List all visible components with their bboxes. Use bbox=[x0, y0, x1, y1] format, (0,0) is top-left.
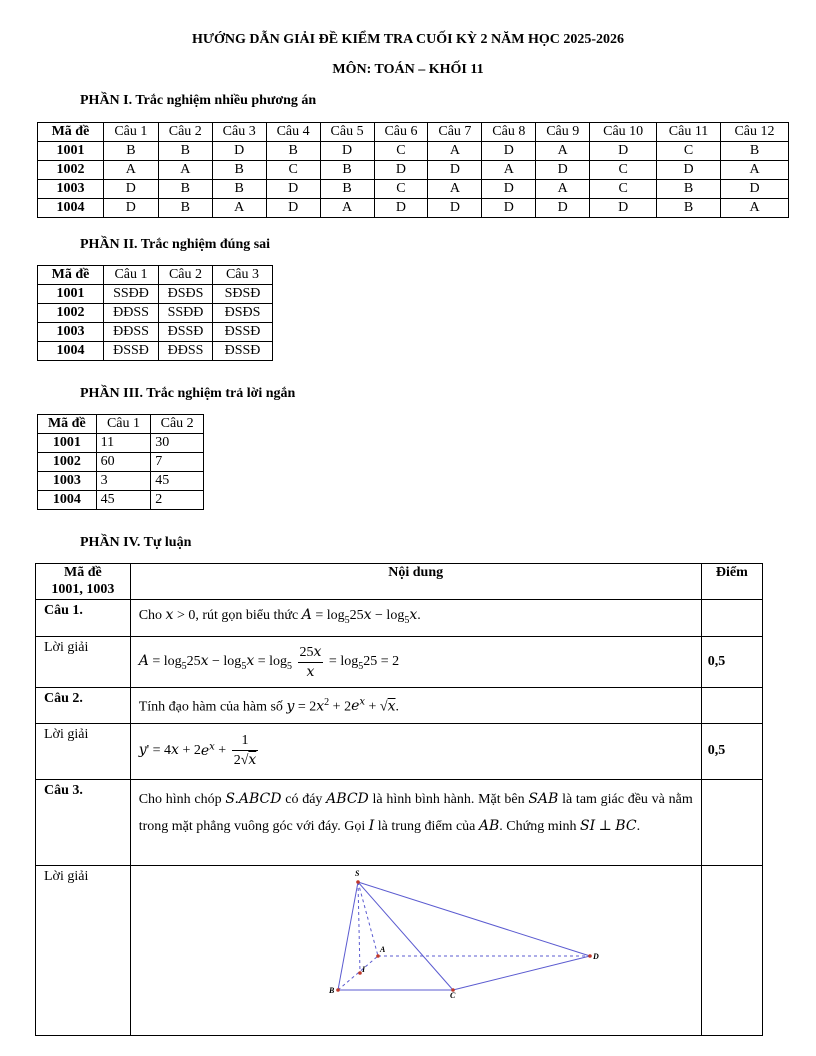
part2-answer-cell: SĐSĐ bbox=[213, 285, 273, 304]
part2-col-header: Câu 1 bbox=[104, 266, 159, 285]
part1-answer-cell: B bbox=[103, 142, 158, 161]
table-row bbox=[38, 285, 273, 304]
document-title: HƯỚNG DẪN GIẢI ĐỀ KIỂM TRA CUỐI KỲ 2 NĂM HỌC 2025-2026 bbox=[191, 32, 625, 47]
part1-answer-cell: B bbox=[158, 180, 212, 199]
part2-answer-cell: ĐSSĐ bbox=[104, 342, 159, 361]
part1-answer-cell: C bbox=[374, 180, 428, 199]
q1-content: Cho x > 0, rút gọn biểu thức $A = \log_525x - \log_5x$. bbox=[130, 600, 701, 637]
part1-exam-code: 1003 bbox=[38, 180, 104, 199]
part1-col-header: Câu 1 bbox=[103, 123, 158, 142]
part1-col-header: Câu 8 bbox=[482, 123, 536, 142]
part1-answer-cell: D bbox=[428, 161, 482, 180]
label-C: C bbox=[449, 990, 456, 1000]
q2-solution: $y' = 4x + 2e^x$ + $\frac{1}{2√x}$ bbox=[130, 723, 701, 779]
part2-answer-cell: ĐSSĐ bbox=[213, 342, 273, 361]
table-row bbox=[38, 142, 789, 161]
part1-col-header: Câu 11 bbox=[657, 123, 721, 142]
part1-answer-cell: A bbox=[721, 161, 789, 180]
q1-solution: $A = \log_525x - \log_5x = \log_5$ $\frac{25x}{x}$ = $\log_525 = 2$ bbox=[130, 636, 701, 687]
part3-answer-cell: 30 bbox=[151, 434, 204, 453]
part1-answer-cell: B bbox=[158, 142, 212, 161]
q3-content: Cho hình chóp S.ABCD có đáy ABCD là hình bình hành. Mặt bên SAB là tam giác đều và nằm trong mặt phẳng vuông góc với đáy. Gọi I là trung điểm của AB. Chứng minh SI ⊥ BC. bbox=[130, 779, 701, 865]
col-score-header: Điểm bbox=[701, 564, 762, 600]
part1-answer-cell: B bbox=[266, 142, 320, 161]
pyramid-figure bbox=[131, 866, 701, 1034]
part1-col-header: Câu 5 bbox=[320, 123, 374, 142]
part1-answer-cell: C bbox=[374, 142, 428, 161]
part3-answer-cell: 45 bbox=[96, 491, 151, 510]
part2-table bbox=[37, 265, 273, 361]
part1-answer-cell: D bbox=[266, 180, 320, 199]
part1-answer-cell: D bbox=[482, 180, 536, 199]
part1-col-header: Câu 9 bbox=[536, 123, 590, 142]
col-code-header: Mã đề 1001, 1003 bbox=[36, 564, 131, 600]
q2-label: Câu 2. bbox=[36, 687, 131, 723]
part1-col-header: Câu 12 bbox=[721, 123, 789, 142]
part1-answer-cell: A bbox=[482, 161, 536, 180]
q2-score-empty bbox=[701, 687, 762, 723]
table-row bbox=[38, 304, 273, 323]
part1-answer-cell: D bbox=[103, 199, 158, 218]
part1-answer-cell: D bbox=[266, 199, 320, 218]
document-subtitle: MÔN: TOÁN – KHỐI 11 bbox=[332, 62, 484, 77]
part1-answer-cell: B bbox=[320, 180, 374, 199]
q2-content: Tính đạo hàm của hàm số $y = 2x^2 + 2e^x + √x$. bbox=[130, 687, 701, 723]
part2-answer-cell: ĐĐSS bbox=[104, 323, 159, 342]
part1-answer-cell: A bbox=[428, 142, 482, 161]
part1-answer-cell: D bbox=[374, 161, 428, 180]
part4-heading: PHẦN IV. Tự luận bbox=[80, 535, 192, 550]
part2-answer-cell: ĐĐSS bbox=[104, 304, 159, 323]
part1-answer-cell: D bbox=[103, 180, 158, 199]
part2-answer-cell: SSĐĐ bbox=[104, 285, 159, 304]
q3-label: Câu 3. bbox=[36, 779, 131, 865]
part1-answer-cell: D bbox=[374, 199, 428, 218]
part1-answer-cell: A bbox=[536, 180, 590, 199]
part1-answer-cell: A bbox=[103, 161, 158, 180]
q3-score-empty bbox=[701, 779, 762, 865]
part1-col-header: Mã đề bbox=[38, 123, 104, 142]
part1-col-header: Câu 10 bbox=[590, 123, 657, 142]
part1-header-row bbox=[38, 123, 789, 142]
part2-answer-cell: ĐSSĐ bbox=[213, 323, 273, 342]
part1-answer-cell: B bbox=[657, 180, 721, 199]
part1-col-header: Câu 4 bbox=[266, 123, 320, 142]
table-row bbox=[38, 161, 789, 180]
part1-answer-cell: B bbox=[721, 142, 789, 161]
part3-answer-cell: 45 bbox=[151, 472, 204, 491]
part2-heading: PHẦN II. Trắc nghiệm đúng sai bbox=[80, 237, 271, 252]
part1-answer-cell: A bbox=[721, 199, 789, 218]
part1-answer-cell: D bbox=[428, 199, 482, 218]
part1-answer-cell: A bbox=[320, 199, 374, 218]
part3-header-row bbox=[38, 415, 204, 434]
part3-exam-code: 1004 bbox=[38, 491, 97, 510]
label-B: B bbox=[328, 985, 335, 995]
part3-answer-cell: 11 bbox=[96, 434, 151, 453]
part1-answer-cell: D bbox=[590, 199, 657, 218]
part2-answer-cell: ĐĐSS bbox=[159, 342, 213, 361]
part1-answer-cell: D bbox=[482, 199, 536, 218]
part1-table bbox=[37, 122, 789, 218]
part3-table bbox=[37, 414, 204, 510]
part1-answer-cell: C bbox=[266, 161, 320, 180]
part2-col-header: Mã đề bbox=[38, 266, 104, 285]
part2-col-header: Câu 3 bbox=[213, 266, 273, 285]
part1-answer-cell: B bbox=[320, 161, 374, 180]
part1-answer-cell: A bbox=[536, 142, 590, 161]
part1-answer-cell: B bbox=[158, 199, 212, 218]
part3-exam-code: 1002 bbox=[38, 453, 97, 472]
part2-col-header: Câu 2 bbox=[159, 266, 213, 285]
part3-answer-cell: 60 bbox=[96, 453, 151, 472]
part1-answer-cell: B bbox=[657, 199, 721, 218]
part2-exam-code: 1002 bbox=[38, 304, 104, 323]
table-row bbox=[38, 180, 789, 199]
part2-exam-code: 1004 bbox=[38, 342, 104, 361]
part2-answer-cell: ĐSĐS bbox=[159, 285, 213, 304]
table-row bbox=[38, 342, 273, 361]
part1-exam-code: 1004 bbox=[38, 199, 104, 218]
label-D: D bbox=[592, 951, 599, 961]
q1-solution-label: Lời giải bbox=[36, 636, 131, 687]
part1-answer-cell: D bbox=[721, 180, 789, 199]
part1-col-header: Câu 7 bbox=[428, 123, 482, 142]
part1-heading: PHẦN I. Trắc nghiệm nhiều phương án bbox=[80, 93, 317, 108]
part2-answer-cell: ĐSSĐ bbox=[159, 323, 213, 342]
part3-exam-code: 1001 bbox=[38, 434, 97, 453]
part1-answer-cell: A bbox=[212, 199, 266, 218]
table-row bbox=[38, 323, 273, 342]
part3-col-header: Mã đề bbox=[38, 415, 97, 434]
table-row bbox=[38, 491, 204, 510]
part2-answer-cell: ĐSĐS bbox=[213, 304, 273, 323]
q2-score: 0,5 bbox=[701, 723, 762, 779]
q1-score-empty bbox=[701, 600, 762, 637]
part1-col-header: Câu 2 bbox=[158, 123, 212, 142]
part2-header-row bbox=[38, 266, 273, 285]
q3-solution bbox=[130, 865, 701, 1035]
part1-answer-cell: D bbox=[657, 161, 721, 180]
part3-heading: PHẦN III. Trắc nghiệm trả lời ngắn bbox=[80, 386, 296, 401]
part2-answer-cell: SSĐĐ bbox=[159, 304, 213, 323]
part3-answer-cell: 7 bbox=[151, 453, 204, 472]
part2-exam-code: 1003 bbox=[38, 323, 104, 342]
part1-answer-cell: B bbox=[212, 161, 266, 180]
part1-answer-cell: A bbox=[158, 161, 212, 180]
part3-col-header: Câu 1 bbox=[96, 415, 151, 434]
part1-answer-cell: C bbox=[657, 142, 721, 161]
col-content-header: Nội dung bbox=[130, 564, 701, 600]
part1-answer-cell: D bbox=[212, 142, 266, 161]
part3-answer-cell: 3 bbox=[96, 472, 151, 491]
part1-exam-code: 1002 bbox=[38, 161, 104, 180]
part1-col-header: Câu 6 bbox=[374, 123, 428, 142]
label-I: I bbox=[361, 964, 365, 974]
part2-exam-code: 1001 bbox=[38, 285, 104, 304]
table-row bbox=[38, 199, 789, 218]
part1-answer-cell: A bbox=[428, 180, 482, 199]
part3-col-header: Câu 2 bbox=[151, 415, 204, 434]
part1-answer-cell: B bbox=[212, 180, 266, 199]
part1-col-header: Câu 3 bbox=[212, 123, 266, 142]
part1-answer-cell: C bbox=[590, 161, 657, 180]
part3-exam-code: 1003 bbox=[38, 472, 97, 491]
label-A: A bbox=[379, 944, 386, 954]
q1-label: Câu 1. bbox=[36, 600, 131, 637]
label-S: S bbox=[354, 868, 360, 878]
part1-exam-code: 1001 bbox=[38, 142, 104, 161]
part1-answer-cell: D bbox=[590, 142, 657, 161]
q3-solution-label: Lời giải bbox=[36, 865, 131, 1035]
part1-answer-cell: D bbox=[536, 161, 590, 180]
q3-score-empty bbox=[701, 865, 762, 1035]
table-row bbox=[38, 472, 204, 491]
q2-solution-label: Lời giải bbox=[36, 723, 131, 779]
q1-score: 0,5 bbox=[701, 636, 762, 687]
table-row bbox=[38, 434, 204, 453]
table-row bbox=[38, 453, 204, 472]
part1-answer-cell: D bbox=[536, 199, 590, 218]
part4-table bbox=[35, 563, 763, 1036]
part1-answer-cell: D bbox=[482, 142, 536, 161]
part1-answer-cell: C bbox=[590, 180, 657, 199]
part3-answer-cell: 2 bbox=[151, 491, 204, 510]
part1-answer-cell: D bbox=[320, 142, 374, 161]
